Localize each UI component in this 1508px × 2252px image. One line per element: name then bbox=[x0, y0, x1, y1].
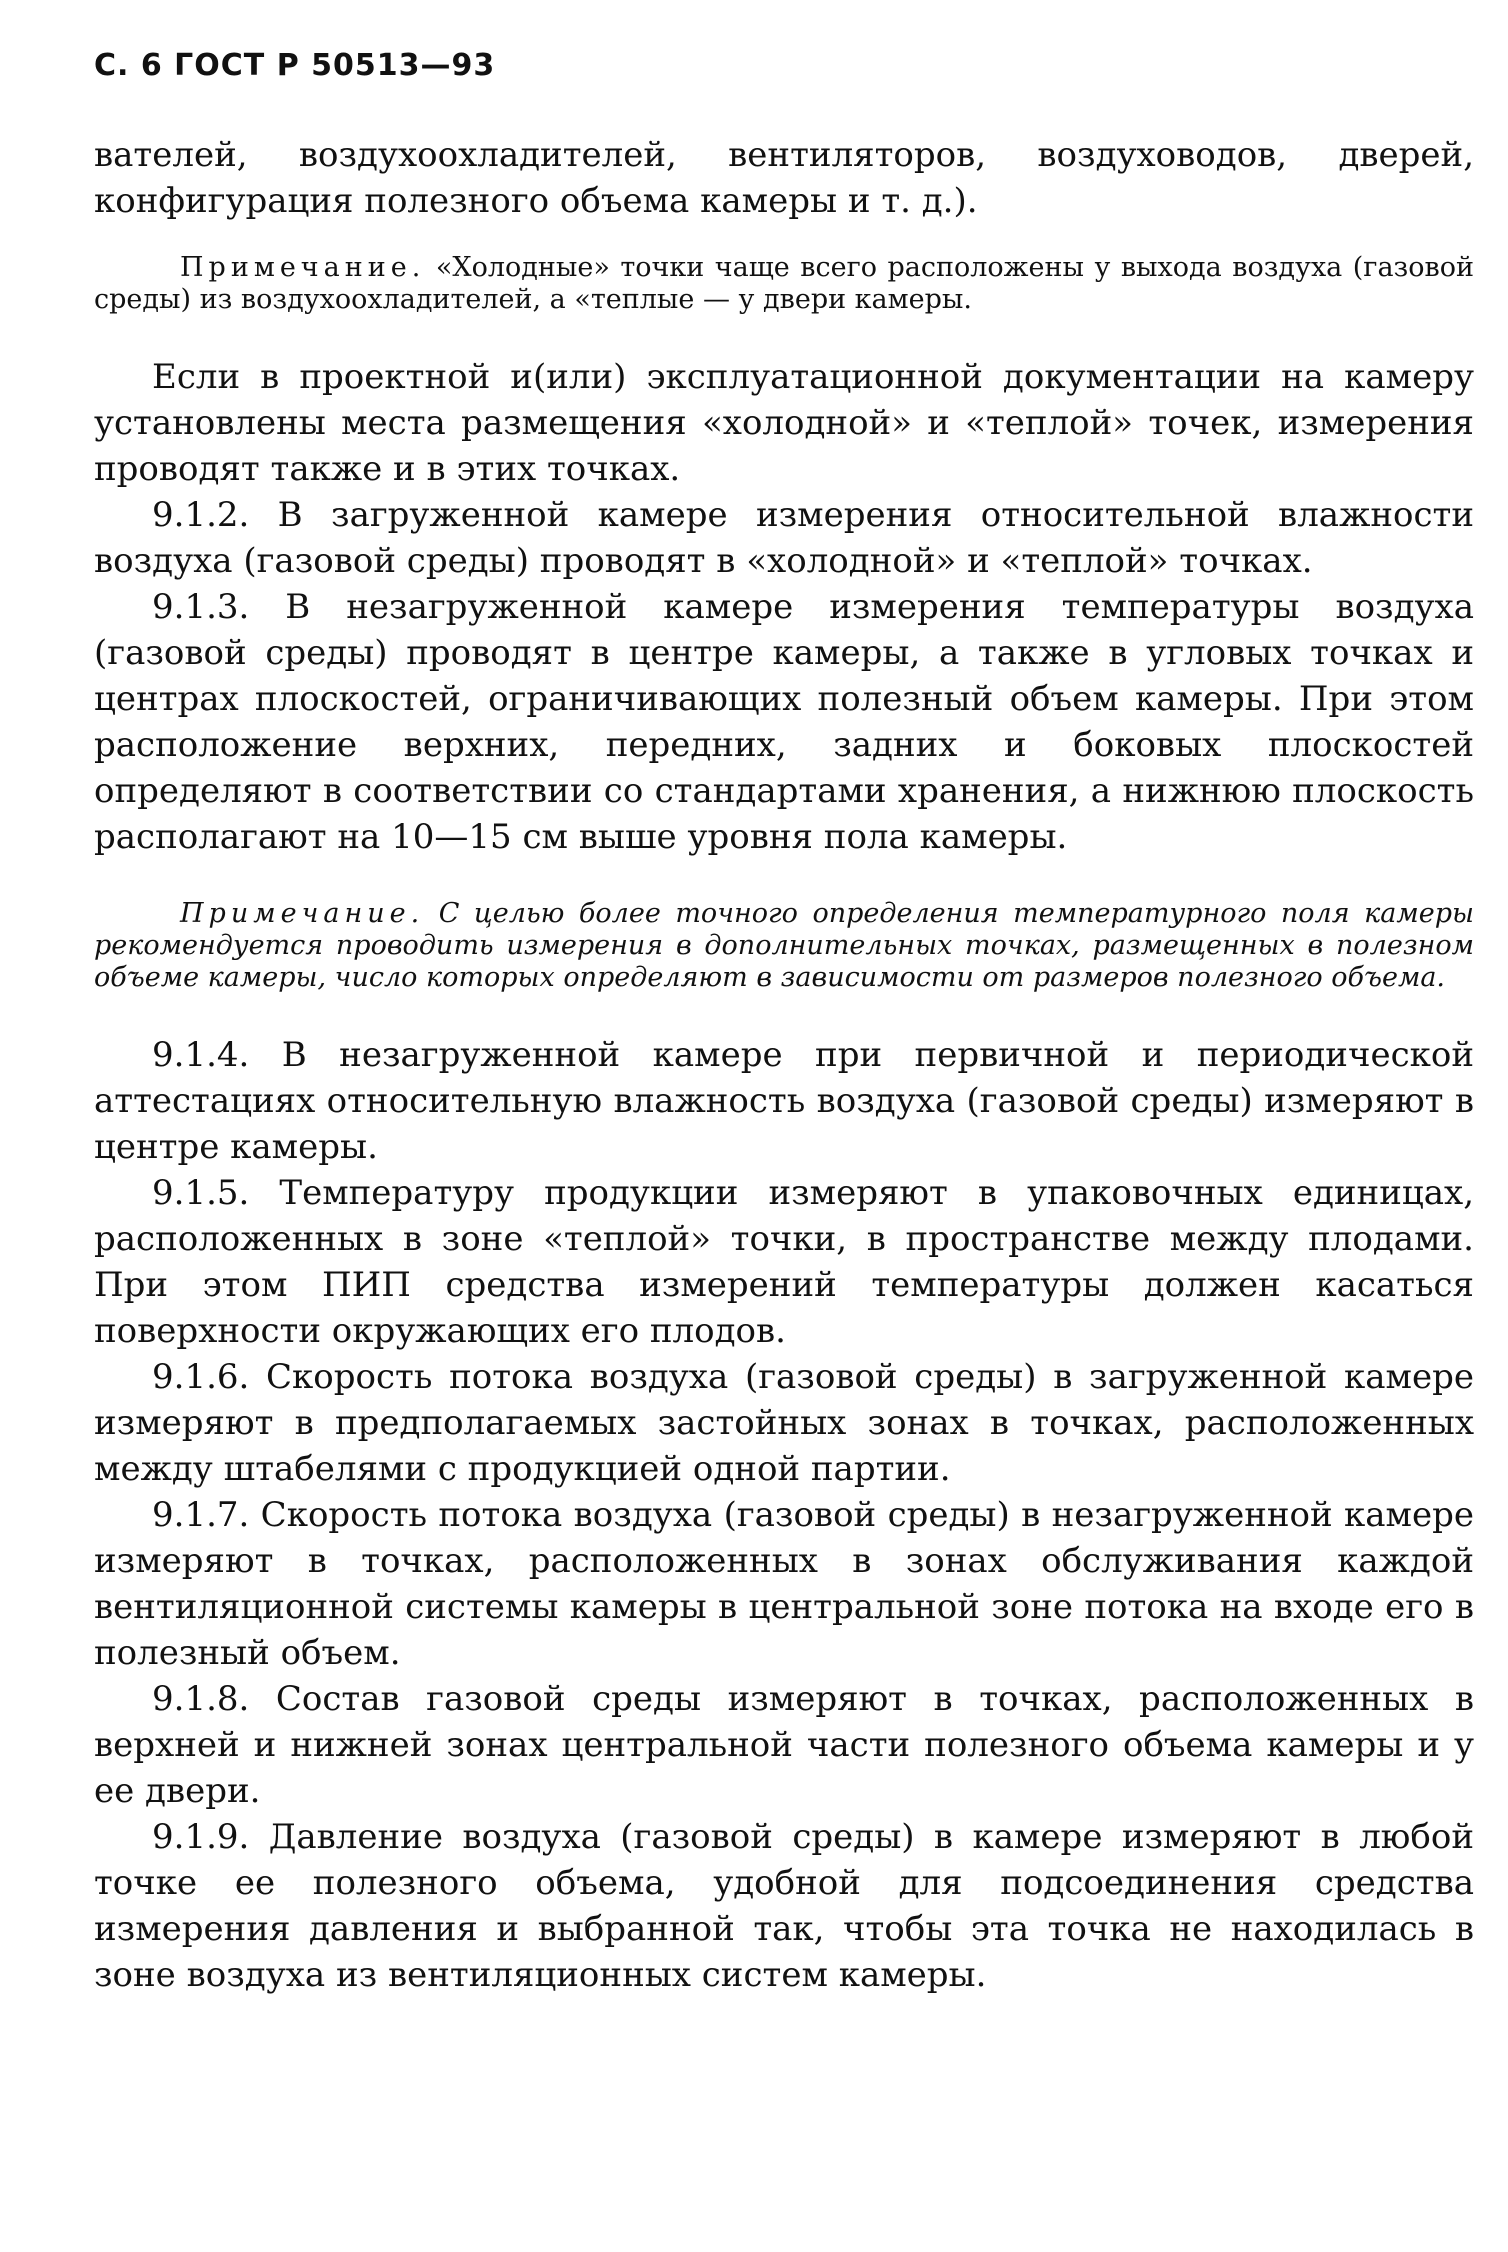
note-text: «Холодные» точки чаще всего расположены у выхода воздуха (газовой среды) из воздухоохладителей, а «теплые — у двери камеры. bbox=[94, 252, 1474, 315]
paragraph-documentation-points: Если в проектной и(или) эксплуатационной документации на камеру установлены места размещения «холодной» и «теплой» точек, измерения проводят также и в этих точках. bbox=[94, 357, 1474, 489]
paragraph-9-1-3: 9.1.3. В незагруженной камере измерения температуры воздуха (газовой среды) проводят в центре камеры, а также в угловых точках и центрах плоскостей, ограничивающих полезный объем камеры. При этом расположение верхних, передних, задних и боковых плоскостей определяют в соответствии со стандартами хранения, а нижнюю плоскость располагают на 10—15 см выше уровня пола камеры. bbox=[94, 587, 1474, 857]
paragraph-intro: вателей, воздухоохладителей, вентиляторов, воздуховодов, дверей, конфигурация полезного объема камеры и т. д.). bbox=[94, 135, 1474, 221]
paragraph-9-1-7: 9.1.7. Скорость потока воздуха (газовой среды) в незагруженной камере измеряют в точках, расположенных в зонах обслуживания каждой вентиляционной системы камеры в центральной зоне потока на входе его в полезный объем. bbox=[94, 1495, 1474, 1673]
document-page bbox=[94, 48, 1474, 1998]
note-text: С целью более точного определения температурного поля камеры рекомендуется проводить измерения в дополнительных точках, размещенных в полезном объеме камеры, число которых определяют в зависимости от размеров полезного объема. bbox=[94, 898, 1474, 993]
note-label: Примечание. bbox=[180, 252, 426, 283]
paragraph-9-1-4: 9.1.4. В незагруженной камере при первичной и периодической аттестациях относительную влажность воздуха (газовой среды) измеряют в центре камеры. bbox=[94, 1035, 1474, 1167]
page-header: С. 6 ГОСТ Р 50513—93 bbox=[94, 48, 496, 83]
paragraph-9-1-2: 9.1.2. В загруженной камере измерения относительной влажности воздуха (газовой среды) проводят в «холодной» и «теплой» точках. bbox=[94, 495, 1474, 581]
paragraph-9-1-6: 9.1.6. Скорость потока воздуха (газовой среды) в загруженной камере измеряют в предполагаемых застойных зонах в точках, расположенных между штабелями с продукцией одной партии. bbox=[94, 1357, 1474, 1489]
note-temperature-field bbox=[94, 898, 1474, 994]
paragraph-9-1-8: 9.1.8. Состав газовой среды измеряют в точках, расположенных в верхней и нижней зонах центральной части полезного объема камеры и у ее двери. bbox=[94, 1679, 1474, 1811]
paragraph-9-1-9: 9.1.9. Давление воздуха (газовой среды) в камере измеряют в любой точке ее полезного объема, удобной для подсоединения средства измерения давления и выбранной так, чтобы эта точка не находилась в зоне воздуха из вентиляционных систем камеры. bbox=[94, 1817, 1474, 1995]
note-cold-warm-points bbox=[94, 252, 1474, 316]
paragraph-9-1-5: 9.1.5. Температуру продукции измеряют в упаковочных единицах, расположенных в зоне «теплой» точки, в пространстве между плодами. При этом ПИП средства измерений температуры должен касаться поверхности окружающих его плодов. bbox=[94, 1173, 1474, 1351]
note-label: Примечание. bbox=[180, 898, 425, 929]
